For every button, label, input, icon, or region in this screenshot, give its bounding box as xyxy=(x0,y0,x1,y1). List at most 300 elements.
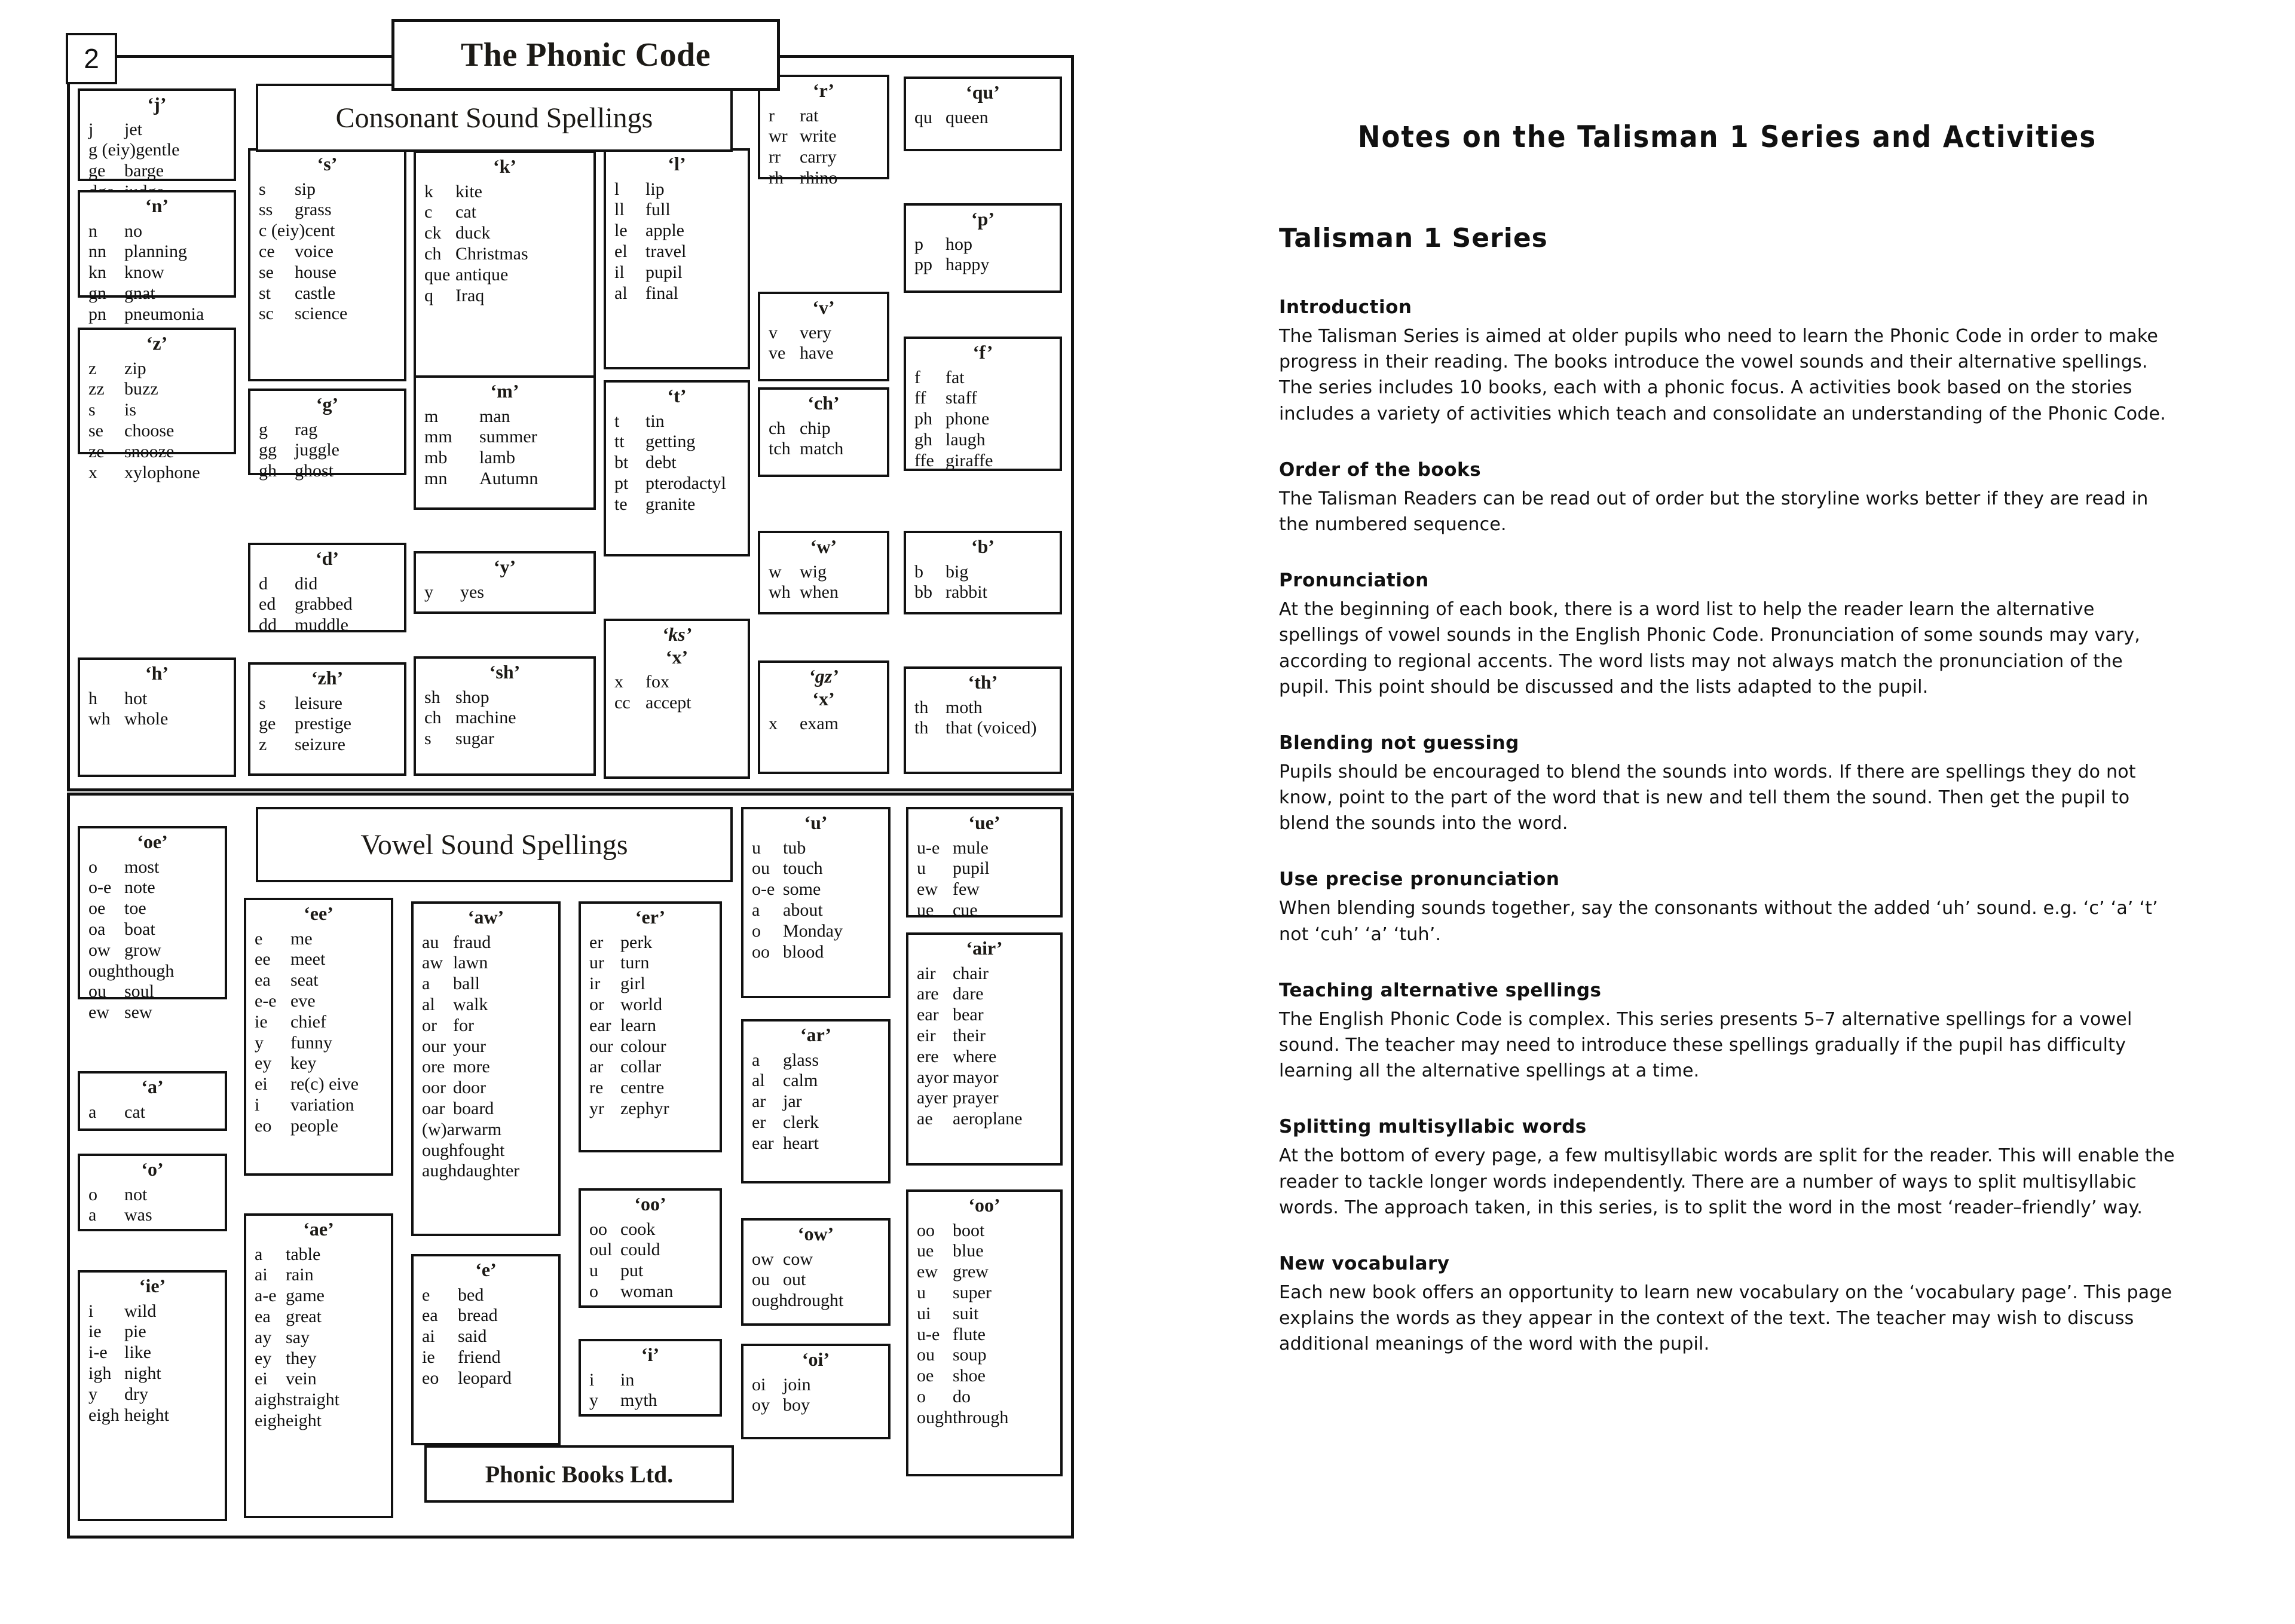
phonic-row xyxy=(422,223,587,244)
phonic-card-rows xyxy=(912,234,1054,276)
page-title: The Phonic Code xyxy=(460,36,711,74)
phonic-example-word: Autumn xyxy=(479,468,538,488)
phonic-example-word: pterodactyl xyxy=(645,473,726,493)
phonic-card-consonant-23 xyxy=(904,531,1062,614)
phonic-row xyxy=(914,1304,1054,1325)
phonic-spelling: g xyxy=(259,419,268,439)
phonic-example-word: pie xyxy=(124,1322,146,1342)
phonic-spelling: rr xyxy=(769,147,781,167)
phonic-row xyxy=(420,1078,552,1099)
phonic-example-word: dry xyxy=(124,1384,148,1404)
phonic-example-word: cat xyxy=(455,202,476,222)
phonic-row xyxy=(252,1116,385,1137)
phonic-example-word: ghost xyxy=(295,461,334,481)
phonic-card-rows xyxy=(252,929,385,1137)
phonic-example-word: more xyxy=(453,1057,490,1077)
phonic-spelling: er xyxy=(589,932,604,952)
phonic-example-word: daughter xyxy=(457,1161,520,1181)
phonic-spelling: y xyxy=(589,1390,598,1411)
phonic-row xyxy=(86,1405,219,1426)
phonic-example-word: your xyxy=(453,1036,486,1056)
phonic-example-word: though xyxy=(124,961,175,981)
phonic-spelling: u xyxy=(752,837,761,858)
phonic-spelling: igh xyxy=(88,1363,112,1383)
phonic-spelling: al xyxy=(614,283,628,303)
phonic-row xyxy=(914,1408,1054,1429)
phonic-example-word: game xyxy=(286,1286,325,1306)
phonic-example-word: some xyxy=(783,879,821,900)
phonic-spelling: ff xyxy=(914,388,926,408)
phonic-example-word: write xyxy=(800,126,837,146)
phonic-spelling: ea xyxy=(255,1306,271,1326)
phonic-example-word: wig xyxy=(800,561,827,582)
phonic-example-word: moth xyxy=(945,697,983,717)
phonic-example-word: touch xyxy=(783,858,823,879)
phonic-spelling: ay xyxy=(255,1327,272,1347)
phonic-example-word: could xyxy=(620,1240,660,1260)
phonic-row xyxy=(912,718,1054,739)
publisher-box xyxy=(424,1445,734,1503)
phonic-spelling: o xyxy=(88,857,97,877)
phonic-card-title-primary: ‘ks’ xyxy=(662,623,692,645)
phonic-spelling: p xyxy=(914,234,923,254)
phonic-example-word: drought xyxy=(788,1290,844,1311)
phonic-row xyxy=(86,304,228,325)
phonic-example-word: grabbed xyxy=(295,594,353,614)
phonic-example-word: bear xyxy=(953,1005,984,1025)
consonant-section-header-label: Consonant Sound Spellings xyxy=(335,102,653,134)
publisher-label: Phonic Books Ltd. xyxy=(485,1460,674,1488)
phonic-example-word: staff xyxy=(945,388,977,408)
consonant-section-header xyxy=(256,84,733,152)
phonic-spelling: ow xyxy=(752,1249,774,1269)
phonic-example-word: cent xyxy=(305,221,335,241)
phonic-card-title: ‘ee’ xyxy=(304,903,333,924)
phonic-row xyxy=(612,241,742,262)
phonic-spelling: ze xyxy=(88,441,105,461)
phonic-card-consonant-20 xyxy=(904,77,1062,151)
phonic-example-word: height xyxy=(124,1405,169,1425)
phonic-example-word: out xyxy=(783,1270,806,1290)
phonic-row xyxy=(749,1112,882,1133)
phonic-row xyxy=(749,1375,882,1396)
phonic-card-vowel-12 xyxy=(741,1019,891,1183)
phonic-row xyxy=(252,1411,385,1432)
phonic-card-vowel-10 xyxy=(579,1339,722,1417)
phonic-row xyxy=(749,1395,882,1416)
phonic-row xyxy=(914,984,1054,1005)
phonic-card-title: ‘qu’ xyxy=(966,81,1000,103)
phonic-card-title: ‘oi’ xyxy=(801,1348,830,1370)
phonic-row xyxy=(86,400,228,421)
phonic-example-word: join xyxy=(783,1374,811,1394)
phonic-spelling: ough xyxy=(422,1140,458,1160)
phonic-spelling: g (eiy) xyxy=(88,140,136,160)
vowel-section-header-label: Vowel Sound Spellings xyxy=(360,828,628,861)
phonic-row xyxy=(256,693,398,714)
phonic-card-consonant-21 xyxy=(904,203,1062,293)
phonic-example-word: fraud xyxy=(453,932,491,952)
phonic-example-word: duck xyxy=(455,223,491,243)
phonic-spelling: i xyxy=(589,1369,595,1390)
phonic-row xyxy=(252,970,385,991)
phonic-row xyxy=(86,1322,219,1342)
phonic-example-word: final xyxy=(645,283,678,303)
phonic-card-rows xyxy=(766,323,881,365)
phonic-spelling: eigh xyxy=(255,1410,286,1430)
phonic-card-title: ‘k’ xyxy=(492,155,517,177)
phonic-example-word: phone xyxy=(945,409,990,429)
phonic-card-rows xyxy=(587,1219,714,1302)
phonic-row xyxy=(914,1026,1054,1047)
phonic-card-title: ‘w’ xyxy=(810,536,837,557)
phonic-row xyxy=(422,469,587,490)
note-section-heading: Pronunciation xyxy=(1279,570,1429,592)
phonic-row xyxy=(86,940,219,961)
phonic-code-title-banner xyxy=(391,19,780,91)
phonic-card-rows xyxy=(912,108,1054,129)
phonic-card-title: ‘aw’ xyxy=(467,906,504,928)
phonic-card-title: ‘u’ xyxy=(804,812,828,833)
phonic-spelling: th xyxy=(914,718,929,738)
phonic-example-word: do xyxy=(953,1386,971,1406)
phonic-spelling: qu xyxy=(914,107,932,127)
note-section-body: At the bottom of every page, a few multisyllabic words are split for the reader. This will enable the reader to tackle longer words independently. There are a number of ways to split multisyllabic words. The approach taken, in this series, is to split the word in the most ‘reader–friendly’ way. xyxy=(1279,1145,2175,1218)
phonic-row xyxy=(914,1109,1054,1130)
phonic-card-vowel-5 xyxy=(244,1213,393,1518)
phonic-spelling: ge xyxy=(259,714,276,734)
note-section xyxy=(1279,296,2175,427)
phonic-spelling: e xyxy=(255,928,263,949)
phonic-card-rows xyxy=(86,1301,219,1426)
phonic-row xyxy=(420,953,552,974)
phonic-spelling: d xyxy=(259,573,268,594)
phonic-card-title: ‘m’ xyxy=(490,380,519,402)
phonic-example-word: Christmas xyxy=(455,243,528,264)
note-section xyxy=(1279,459,2175,537)
phonic-spelling: ph xyxy=(914,409,932,429)
phonic-spelling: ew xyxy=(88,1002,109,1023)
phonic-card-consonant-7 xyxy=(248,662,406,776)
phonic-card-rows xyxy=(256,179,398,325)
phonic-example-word: clerk xyxy=(783,1112,819,1132)
phonic-card-consonant-19 xyxy=(758,292,889,381)
phonic-example-word: Monday xyxy=(783,920,843,941)
phonic-card-title: ‘r’ xyxy=(812,79,835,101)
phonic-row xyxy=(256,735,398,756)
phonic-example-word: is xyxy=(124,400,137,420)
phonic-spelling: a xyxy=(752,1050,760,1070)
phonic-example-word: learn xyxy=(620,1015,656,1035)
phonic-row xyxy=(749,1050,882,1071)
phonic-card-title: ‘g’ xyxy=(316,393,339,415)
phonic-example-word: their xyxy=(953,1025,986,1045)
phonic-card-rows xyxy=(912,562,1054,604)
phonic-row xyxy=(749,1270,882,1290)
phonic-example-word: straight xyxy=(286,1390,339,1410)
phonic-example-word: mule xyxy=(953,837,989,858)
phonic-card-rows xyxy=(86,359,228,484)
phonic-example-word: girl xyxy=(620,974,645,994)
phonic-row xyxy=(420,1326,552,1347)
phonic-row xyxy=(612,411,742,432)
phonic-spelling: ie xyxy=(88,1322,102,1342)
phonic-spelling: o xyxy=(88,1184,97,1204)
phonic-example-word: door xyxy=(453,1078,486,1098)
phonic-example-word: cat xyxy=(124,1102,145,1122)
phonic-spelling: ou xyxy=(88,981,106,1002)
phonic-spelling: i xyxy=(255,1094,260,1115)
note-section-heading: Introduction xyxy=(1279,296,1412,318)
phonic-row xyxy=(749,1091,882,1112)
phonic-spelling: y xyxy=(424,582,433,602)
phonic-row xyxy=(749,942,882,963)
phonic-spelling: s xyxy=(88,400,96,420)
phonic-row xyxy=(914,1221,1054,1241)
phonic-row xyxy=(420,1285,552,1306)
phonic-row xyxy=(86,1205,219,1226)
note-section-heading: New vocabulary xyxy=(1279,1252,1450,1274)
phonic-row xyxy=(612,494,742,515)
phonic-row xyxy=(766,343,881,364)
phonic-row xyxy=(420,1347,552,1368)
phonic-spelling: u xyxy=(917,1282,926,1302)
phonic-row xyxy=(252,991,385,1012)
phonic-spelling: ayer xyxy=(917,1088,948,1108)
phonic-spelling: u-e xyxy=(917,837,940,858)
phonic-spelling: ck xyxy=(424,223,442,243)
phonic-spelling: s xyxy=(259,693,266,713)
note-section-heading: Order of the books xyxy=(1279,458,1482,481)
phonic-row xyxy=(587,1240,714,1261)
phonic-example-word: rat xyxy=(800,105,819,126)
note-section-body: The Talisman Readers can be read out of order but the storyline works better if they are read in the numbered sequence. xyxy=(1279,488,2149,535)
phonic-spelling: zz xyxy=(88,379,105,399)
phonic-row xyxy=(914,1345,1054,1366)
phonic-example-word: full xyxy=(645,200,671,220)
phonic-spelling: te xyxy=(614,494,628,514)
phonic-row xyxy=(256,461,398,482)
phonic-card-consonant-11 xyxy=(414,656,596,776)
phonic-card-title: ‘er’ xyxy=(635,906,666,928)
phonic-card-vowel-9 xyxy=(579,1188,722,1308)
phonic-card-title: ‘oo’ xyxy=(968,1194,1000,1216)
phonic-example-word: myth xyxy=(620,1390,657,1411)
phonic-card-rows xyxy=(912,368,1054,472)
phonic-row xyxy=(612,672,742,693)
phonic-spelling: ey xyxy=(255,1053,272,1074)
phonic-example-word: chair xyxy=(953,963,989,983)
phonic-row xyxy=(86,857,219,878)
phonic-row xyxy=(749,858,882,879)
phonic-spelling: c (eiy) xyxy=(259,221,305,241)
phonic-card-rows xyxy=(912,698,1054,739)
phonic-example-word: that (voiced) xyxy=(945,718,1037,738)
phonic-example-word: world xyxy=(620,994,662,1014)
phonic-card-consonant-9 xyxy=(414,375,596,510)
phonic-example-word: castle xyxy=(295,283,336,303)
phonic-example-word: woman xyxy=(620,1281,674,1301)
phonic-card-rows xyxy=(86,689,228,730)
phonic-spelling: n xyxy=(88,221,97,241)
phonic-row xyxy=(252,1095,385,1116)
phonic-row xyxy=(256,283,398,304)
phonic-card-title: ‘t’ xyxy=(667,385,687,406)
phonic-spelling: augh xyxy=(422,1161,457,1181)
phonic-spelling: st xyxy=(259,283,271,303)
phonic-row xyxy=(422,448,587,469)
phonic-spelling: oe xyxy=(917,1366,934,1386)
phonic-row xyxy=(256,241,398,262)
phonic-card-consonant-17 xyxy=(758,660,889,774)
phonic-row xyxy=(914,1325,1054,1345)
phonic-spelling: z xyxy=(88,358,97,378)
phonic-row xyxy=(612,452,742,473)
phonic-row xyxy=(587,1370,714,1391)
phonic-spelling: ai xyxy=(255,1265,268,1285)
phonic-row xyxy=(420,974,552,995)
phonic-row xyxy=(749,879,882,900)
phonic-spelling: ore xyxy=(422,1057,445,1077)
phonic-example-word: seizure xyxy=(295,735,345,755)
phonic-example-word: giraffe xyxy=(945,450,993,470)
phonic-example-word: say xyxy=(286,1327,310,1347)
phonic-card-title: ‘ue’ xyxy=(968,812,1000,833)
phonic-spelling: m xyxy=(424,406,439,426)
phonic-example-word: was xyxy=(124,1205,152,1225)
phonic-card-title-secondary: ‘x’ xyxy=(812,687,835,709)
phonic-spelling: f xyxy=(914,367,920,387)
phonic-spelling: i-e xyxy=(88,1342,108,1363)
phonic-example-word: people xyxy=(290,1115,338,1136)
phonic-row xyxy=(252,1074,385,1095)
phonic-example-word: soup xyxy=(953,1345,987,1365)
phonic-row xyxy=(587,1016,714,1036)
phonic-example-word: boat xyxy=(124,919,155,939)
phonic-row xyxy=(252,929,385,950)
phonic-spelling: oa xyxy=(88,919,106,939)
phonic-spelling: dd xyxy=(259,615,277,635)
phonic-spelling: ew xyxy=(917,1262,938,1282)
phonic-card-rows xyxy=(86,221,228,325)
phonic-spelling: ey xyxy=(255,1348,272,1368)
phonic-card-consonant-0 xyxy=(78,88,236,181)
phonic-spelling: o xyxy=(752,920,761,941)
phonic-spelling: rh xyxy=(769,167,784,188)
phonic-row xyxy=(86,1102,219,1123)
phonic-row xyxy=(749,1249,882,1270)
phonic-card-rows xyxy=(612,179,742,304)
phonic-row xyxy=(256,714,398,735)
series-heading: Talisman 1 Series xyxy=(1279,223,1548,253)
phonic-row xyxy=(86,961,219,982)
phonic-row xyxy=(587,1099,714,1120)
phonic-row xyxy=(914,1005,1054,1026)
phonic-card-vowel-7 xyxy=(411,1254,561,1445)
phonic-example-word: me xyxy=(290,928,313,949)
note-section-heading: Teaching alternative spellings xyxy=(1279,979,1602,1001)
phonic-example-word: pupil xyxy=(953,858,990,879)
phonic-example-word: perk xyxy=(620,932,653,952)
phonic-spelling: gh xyxy=(259,461,277,481)
left-page-phonic-code xyxy=(0,0,1124,1624)
phonic-spelling: a xyxy=(752,900,760,920)
phonic-row xyxy=(256,200,398,221)
phonic-spelling: pp xyxy=(914,255,932,275)
phonic-row xyxy=(749,1133,882,1154)
phonic-spelling: ar xyxy=(589,1057,604,1077)
phonic-row xyxy=(766,323,881,344)
phonic-card-vowel-16 xyxy=(906,932,1063,1166)
phonic-example-word: put xyxy=(620,1261,644,1281)
phonic-row xyxy=(420,932,552,953)
phonic-card-rows xyxy=(420,932,552,1182)
phonic-example-word: fought xyxy=(458,1140,505,1160)
phonic-row xyxy=(914,1283,1054,1304)
phonic-spelling: gn xyxy=(88,283,106,303)
phonic-card-title: ‘b’ xyxy=(971,536,995,557)
phonic-example-word: grow xyxy=(124,940,161,960)
phonic-spelling: oe xyxy=(88,898,106,919)
phonic-row xyxy=(252,1369,385,1390)
phonic-example-word: Iraq xyxy=(455,285,485,305)
phonic-row xyxy=(422,202,587,223)
phonic-row xyxy=(914,1387,1054,1408)
phonic-card-rows xyxy=(587,1370,714,1412)
note-section xyxy=(1279,1116,2175,1221)
phonic-row xyxy=(914,964,1054,984)
phonic-row xyxy=(420,1140,552,1161)
phonic-card-rows xyxy=(86,1185,219,1227)
phonic-row xyxy=(914,858,1054,879)
phonic-spelling: or xyxy=(422,1015,437,1035)
phonic-spelling: a xyxy=(88,1205,97,1225)
phonic-card-rows xyxy=(914,838,1054,921)
phonic-spelling: mn xyxy=(424,468,448,488)
phonic-card-vowel-6 xyxy=(411,901,561,1236)
phonic-spelling: bb xyxy=(914,582,932,602)
note-section-body: Each new book offers an opportunity to learn new vocabulary on the ‘vocabulary page’. This page explains the words as they appear in the context of the text. The teacher may wish to discuss additional meanings of the word with the pupil. xyxy=(1279,1282,2172,1355)
phonic-spelling: (w)ar xyxy=(422,1119,461,1139)
phonic-example-word: rabbit xyxy=(945,582,987,602)
phonic-example-word: fox xyxy=(645,672,669,692)
phonic-card-rows xyxy=(749,838,882,963)
phonic-row xyxy=(612,473,742,494)
phonic-row xyxy=(422,244,587,265)
phonic-row xyxy=(422,687,587,708)
phonic-spelling: ll xyxy=(614,200,625,220)
phonic-card-title: ‘o’ xyxy=(141,1158,164,1180)
phonic-row xyxy=(256,440,398,461)
phonic-spelling: ui xyxy=(917,1303,931,1323)
phonic-example-word: zephyr xyxy=(620,1098,669,1118)
phonic-example-word: rag xyxy=(295,419,318,439)
phonic-example-word: few xyxy=(953,879,980,900)
phonic-row xyxy=(422,286,587,307)
phonic-example-word: zip xyxy=(124,358,146,378)
phonic-row xyxy=(256,420,398,441)
phonic-spelling: s xyxy=(259,179,266,199)
phonic-row xyxy=(914,879,1054,900)
phonic-example-word: prayer xyxy=(953,1088,999,1108)
phonic-example-word: leisure xyxy=(295,693,342,713)
phonic-spelling: le xyxy=(614,221,628,241)
phonic-card-rows xyxy=(256,574,398,636)
phonic-row xyxy=(256,594,398,615)
phonic-spelling: a xyxy=(255,1244,263,1264)
phonic-spelling: x xyxy=(88,462,97,482)
phonic-card-vowel-0 xyxy=(78,826,227,1023)
